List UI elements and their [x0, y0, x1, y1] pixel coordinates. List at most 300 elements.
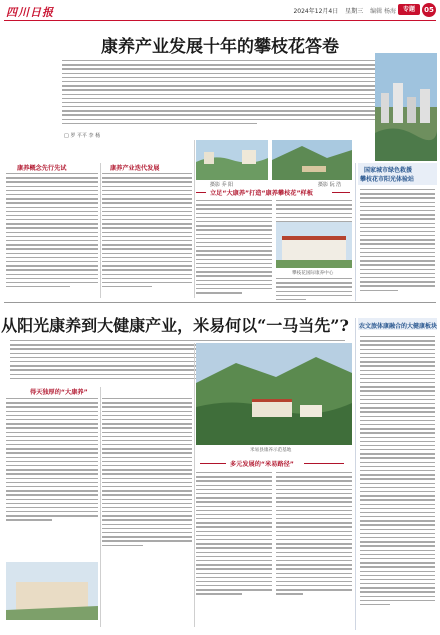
text-line — [62, 68, 377, 69]
text-line — [102, 215, 192, 216]
text-line — [102, 415, 192, 416]
text-line — [360, 554, 435, 555]
text-line — [360, 533, 435, 534]
text-line — [6, 194, 98, 195]
text-line — [6, 515, 98, 516]
text-line — [276, 514, 352, 515]
text-line — [6, 278, 98, 279]
photo-credit-right: 摄影 阮 浩 — [318, 182, 342, 188]
text-line — [102, 177, 192, 178]
text-line — [196, 242, 272, 243]
text-line — [102, 478, 192, 479]
text-line — [196, 564, 272, 565]
text-line — [6, 265, 98, 266]
text-line — [360, 495, 435, 496]
text-line — [102, 265, 192, 266]
text-line — [196, 556, 272, 557]
text-line — [360, 566, 435, 567]
text-line — [360, 210, 435, 211]
text-line — [62, 114, 377, 115]
text-line — [6, 227, 98, 228]
text-line — [196, 250, 272, 251]
story1-photo-riverside — [196, 140, 268, 180]
text-line — [360, 445, 435, 446]
text-line — [62, 85, 377, 86]
text-line — [102, 524, 192, 525]
story2-photo-caption: 米易县康养示范基地 — [250, 448, 292, 453]
text-line — [102, 240, 192, 241]
text-line — [6, 452, 98, 453]
text-line — [6, 486, 98, 487]
text-line — [196, 263, 272, 264]
text-line — [102, 202, 192, 203]
text-line — [276, 556, 352, 557]
text-line — [360, 453, 435, 454]
story1-photo-park — [272, 140, 352, 180]
text-line — [6, 173, 98, 174]
text-line — [276, 217, 352, 218]
text-line — [196, 200, 272, 201]
text-line — [6, 482, 98, 483]
section-tag: 专题 — [398, 4, 420, 15]
text-line — [6, 432, 98, 433]
column-rule-4 — [194, 343, 195, 627]
text-line — [196, 526, 272, 527]
text-line — [6, 240, 98, 241]
text-line — [276, 472, 352, 473]
text-line — [196, 531, 272, 532]
text-line — [360, 571, 435, 572]
text-line — [102, 278, 192, 279]
text-line — [6, 244, 98, 245]
text-line — [102, 232, 192, 233]
text-line — [6, 461, 98, 462]
text-line — [196, 288, 272, 289]
text-line — [276, 510, 352, 511]
text-line — [6, 257, 98, 258]
text-line — [360, 193, 435, 194]
text-line — [102, 519, 192, 520]
text-line — [360, 587, 435, 588]
text-line — [360, 290, 398, 291]
text-line — [360, 227, 435, 228]
text-line — [196, 510, 272, 511]
text-line — [102, 490, 192, 491]
text-line — [360, 420, 435, 421]
text-line — [360, 462, 435, 463]
text-line — [6, 181, 98, 182]
text-line — [360, 466, 435, 467]
text-line — [102, 419, 192, 420]
text-line — [6, 490, 98, 491]
story1-photo-caption: 攀枝花国际康养中心 — [292, 271, 334, 276]
story1-sidebar — [355, 163, 436, 301]
text-line — [360, 441, 435, 442]
text-line — [102, 402, 192, 403]
story2-sidebar-title: 农文旅体康融合的大健康板块 — [359, 323, 438, 330]
text-line — [360, 370, 435, 371]
text-line — [196, 497, 272, 498]
text-line — [196, 518, 272, 519]
text-line — [102, 457, 192, 458]
text-line — [360, 403, 435, 404]
story2-feature-title: 多元发展的“米易路径” — [230, 461, 294, 468]
text-line — [102, 465, 192, 466]
text-line — [196, 271, 272, 272]
story1-col3-text — [196, 200, 272, 294]
park-photo-graphic — [272, 140, 352, 180]
text-line — [6, 248, 98, 249]
text-line — [276, 286, 352, 287]
text-line — [6, 494, 98, 495]
column-rule-1 — [100, 163, 101, 298]
page-editor: 编辑 杨海 — [370, 8, 396, 15]
story1-subhead-left: 康养概念先行先试 — [17, 165, 67, 172]
text-line — [360, 214, 435, 215]
text-line — [6, 419, 98, 420]
text-line — [102, 186, 192, 187]
text-line — [360, 340, 435, 341]
story1-photo-city — [375, 53, 437, 161]
text-line — [102, 423, 192, 424]
text-line — [196, 543, 272, 544]
text-line — [6, 457, 98, 458]
newspaper-logo: 四川日报 — [6, 6, 54, 19]
text-line — [360, 579, 435, 580]
text-line — [102, 528, 192, 529]
text-line — [102, 227, 192, 228]
text-line — [62, 110, 377, 111]
text-line — [6, 503, 98, 504]
text-line — [6, 223, 98, 224]
riverside-photo-graphic — [196, 140, 268, 180]
text-line — [102, 244, 192, 245]
text-line — [196, 472, 272, 473]
text-line — [276, 531, 352, 532]
text-line — [62, 60, 377, 61]
sidebar-title-line1: 国家城市绿色救援 — [364, 167, 413, 174]
text-line — [360, 474, 435, 475]
text-line — [6, 282, 98, 283]
text-line — [102, 398, 192, 399]
text-line — [276, 485, 352, 486]
text-line — [102, 223, 192, 224]
text-line — [360, 206, 435, 207]
text-line — [6, 207, 98, 208]
text-line — [6, 261, 98, 262]
text-line — [102, 282, 192, 283]
text-line — [6, 186, 98, 187]
text-line — [62, 106, 377, 107]
text-line — [6, 236, 98, 237]
text-line — [196, 485, 272, 486]
text-line — [360, 395, 435, 396]
text-line — [102, 494, 192, 495]
text-line — [360, 470, 435, 471]
text-line — [102, 269, 192, 270]
text-line — [360, 357, 435, 358]
text-line — [6, 402, 98, 403]
healthcenter-photo-graphic — [276, 222, 352, 268]
text-line — [276, 552, 352, 553]
text-line — [196, 208, 272, 209]
text-line — [102, 286, 152, 287]
text-line — [276, 577, 352, 578]
text-line — [360, 344, 435, 345]
text-line — [360, 252, 435, 253]
text-line — [360, 231, 435, 232]
text-line — [276, 208, 352, 209]
text-line — [360, 524, 435, 525]
text-line — [360, 604, 390, 605]
masthead-rule — [4, 20, 436, 21]
text-line — [360, 353, 435, 354]
text-line — [196, 254, 272, 255]
text-line — [360, 202, 435, 203]
text-line — [360, 248, 435, 249]
text-line — [6, 478, 98, 479]
text-line — [196, 589, 272, 590]
story2-subhead-left: 得天独厚的“大康养” — [30, 389, 88, 396]
text-line — [276, 585, 352, 586]
story2-feature-ornament-left — [200, 463, 226, 464]
text-line — [6, 448, 98, 449]
story1-intro-text — [62, 60, 377, 124]
text-line — [6, 411, 98, 412]
text-line — [102, 211, 192, 212]
text-line — [360, 483, 435, 484]
text-line — [6, 440, 98, 441]
text-line — [360, 223, 435, 224]
text-line — [196, 229, 272, 230]
text-line — [360, 416, 435, 417]
text-line — [196, 221, 272, 222]
text-line — [360, 411, 435, 412]
text-line — [360, 499, 435, 500]
story2-col3-text — [196, 472, 272, 595]
text-line — [10, 340, 345, 341]
story1-photo-healthcenter — [276, 222, 352, 268]
text-line — [102, 532, 192, 533]
text-line — [360, 504, 435, 505]
text-line — [196, 284, 272, 285]
text-line — [102, 507, 192, 508]
text-line — [6, 436, 98, 437]
text-line — [62, 73, 377, 74]
text-line — [62, 94, 377, 95]
large-photo-graphic — [196, 343, 352, 445]
text-line — [360, 550, 435, 551]
text-line — [196, 506, 272, 507]
text-line — [360, 277, 435, 278]
story2-col2-text — [102, 398, 192, 546]
text-line — [6, 511, 98, 512]
text-line — [360, 386, 435, 387]
story2-photo-large — [196, 343, 352, 445]
text-line — [360, 575, 435, 576]
text-line — [360, 591, 435, 592]
text-line — [360, 437, 435, 438]
text-line — [6, 473, 98, 474]
text-line — [6, 190, 98, 191]
text-line — [6, 269, 98, 270]
text-line — [102, 173, 192, 174]
story2-feature-ornament-right — [304, 463, 344, 464]
text-line — [360, 378, 435, 379]
text-line — [196, 489, 272, 490]
text-line — [196, 493, 272, 494]
issue-date: 2024年12月4日 — [293, 8, 339, 15]
text-line — [196, 246, 272, 247]
text-line — [360, 399, 435, 400]
text-line — [360, 600, 435, 601]
text-line — [360, 264, 435, 265]
text-line — [276, 535, 352, 536]
column-rule-3 — [100, 387, 101, 627]
text-line — [360, 269, 435, 270]
text-line — [196, 593, 242, 594]
text-line — [276, 295, 352, 296]
masthead — [0, 0, 440, 22]
text-line — [196, 573, 272, 574]
text-line — [102, 219, 192, 220]
text-line — [360, 545, 435, 546]
text-line — [6, 499, 98, 500]
text-line — [360, 243, 435, 244]
text-line — [196, 585, 272, 586]
text-line — [360, 256, 435, 257]
text-line — [196, 581, 272, 582]
text-line — [62, 98, 377, 99]
text-line — [360, 407, 435, 408]
text-line — [360, 349, 435, 350]
text-line — [360, 374, 435, 375]
story2-col4-text — [276, 472, 352, 595]
column-rule-2 — [194, 140, 195, 298]
text-line — [102, 536, 192, 537]
story-separator — [4, 302, 436, 303]
text-line — [6, 177, 98, 178]
text-line — [196, 217, 272, 218]
text-line — [360, 273, 435, 274]
text-line — [360, 361, 435, 362]
text-line — [6, 211, 98, 212]
text-line — [276, 291, 352, 292]
text-line — [62, 81, 377, 82]
text-line — [62, 123, 257, 124]
text-line — [6, 198, 98, 199]
text-line — [360, 424, 435, 425]
text-line — [62, 89, 377, 90]
text-line — [360, 541, 435, 542]
text-line — [6, 427, 98, 428]
text-line — [102, 253, 192, 254]
text-line — [360, 457, 435, 458]
photo-credit-left: 摄影 乔 阳 — [210, 182, 234, 188]
text-line — [6, 469, 98, 470]
story1-sidebar-text — [360, 189, 435, 291]
text-line — [6, 219, 98, 220]
text-line — [276, 526, 352, 527]
text-line — [276, 213, 352, 214]
text-line — [102, 432, 192, 433]
text-line — [6, 415, 98, 416]
text-line — [196, 514, 272, 515]
text-line — [276, 518, 352, 519]
text-line — [276, 568, 352, 569]
story2-photo-small — [6, 562, 98, 620]
author-credit: □ 罗 平平 李 杨 — [64, 133, 101, 139]
text-line — [276, 560, 352, 561]
story2-col1-text — [6, 398, 98, 521]
text-line — [360, 428, 435, 429]
text-line — [276, 593, 303, 594]
text-line — [360, 285, 435, 286]
story1-col4-text — [276, 200, 352, 222]
text-line — [360, 281, 435, 282]
text-line — [6, 423, 98, 424]
small-photo-graphic — [6, 562, 98, 620]
text-line — [360, 260, 435, 261]
text-line — [360, 512, 435, 513]
text-line — [360, 235, 435, 236]
feature-ornament-left — [196, 192, 206, 193]
text-line — [276, 493, 352, 494]
page-number: 05 — [422, 3, 436, 17]
text-line — [276, 204, 352, 205]
text-line — [276, 476, 352, 477]
text-line — [196, 204, 272, 205]
text-line — [102, 473, 192, 474]
text-line — [102, 469, 192, 470]
text-line — [102, 406, 192, 407]
story2-headline: 从阳光康养到大健康产业，米易何以“一马当先”? — [1, 316, 349, 335]
text-line — [360, 218, 435, 219]
text-line — [276, 497, 352, 498]
text-line — [102, 545, 143, 546]
text-line — [102, 540, 192, 541]
text-line — [276, 547, 352, 548]
text-line — [276, 489, 352, 490]
story2-sidebar — [355, 318, 436, 630]
text-line — [360, 478, 435, 479]
text-line — [360, 239, 435, 240]
text-line — [102, 486, 192, 487]
text-line — [360, 432, 435, 433]
text-line — [276, 539, 352, 540]
text-line — [276, 501, 352, 502]
text-line — [360, 529, 435, 530]
text-line — [196, 547, 272, 548]
text-line — [6, 202, 98, 203]
text-line — [360, 336, 435, 337]
text-line — [360, 508, 435, 509]
text-line — [6, 286, 70, 287]
text-line — [360, 365, 435, 366]
text-line — [102, 274, 192, 275]
city-photo-graphic — [375, 53, 437, 161]
text-line — [360, 558, 435, 559]
text-line — [196, 539, 272, 540]
story1-col2-text — [102, 173, 192, 287]
text-line — [62, 64, 377, 65]
text-line — [276, 589, 352, 590]
sidebar-title-line2: 攀枝花市阳光体验站 — [360, 176, 415, 183]
text-line — [102, 207, 192, 208]
text-line — [102, 198, 192, 199]
text-line — [6, 507, 98, 508]
text-line — [102, 261, 192, 262]
